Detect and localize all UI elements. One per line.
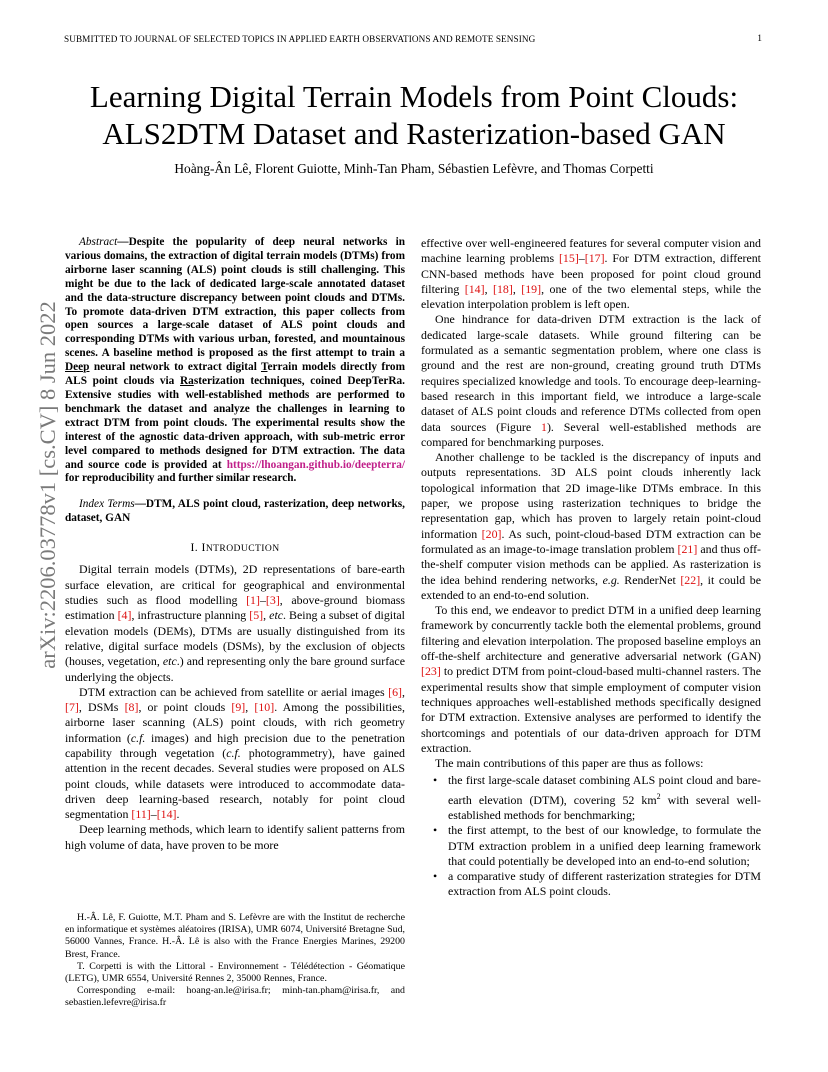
page-number: 1 <box>757 34 762 44</box>
contributions-list <box>421 773 761 899</box>
section-heading-introduction: I. INTRODUCTION <box>190 540 280 555</box>
intro-paragraph-4: One hindrance for data-driven DTM extraction is the lack of dedicated large-scale datasets. While ground filtering can be formulated as a semantic segmentation problem, where one class is ground and the rest are non-ground, creating ground truth DTMs requires specialized knowledge and tools. To encourage deep-learning-based research in this important field, we introduce a large-scale dataset of ALS point clouds and reference DTMs collected from open data sources (Figure 1). Several well-established methods are compared for benchmarking purposes. <box>421 312 761 449</box>
arxiv-identifier: arXiv:2206.03778v1 [cs.CV] 8 Jun 2022 <box>35 301 60 669</box>
intro-paragraph-6: To this end, we endeavor to predict DTM in a unified deep learning framework by concurrently tackle both the elemental problems, ground filtering and elevation interpolation. The proposed baseline employs an off-the-shelf architecture and generative adversarial network (GAN) [23] to predict DTM from point-cloud-based multi-channel rasters. The experimental results show that simple employment of computer vision techniques approaches well-established methods specifically designed for DTM extraction. Extensive analyses are performed to identify the shortcomings and potentials of our data-driven approach for DTM extraction. <box>421 603 761 755</box>
author-list: Hoàng-Ân Lê, Florent Guiotte, Minh-Tan Pham, Sébastien Lefèvre, and Thomas Corpetti <box>174 161 654 176</box>
intro-paragraph-3-cont: effective over well-engineered features for several computer vision and machine learning problems [15]–[17]. For DTM extraction, different CNN-based methods have been proposed for point cloud ground filtering [14], [18], [19], one of the two elemental steps, while the elevation interpolation problem is left open. <box>421 236 762 312</box>
intro-paragraph-5: Another challenge to be tackled is the discrepancy of inputs and outputs representations. 3D ALS point clouds inherently lack topological information that 2D image-like DTMs embrace. In this paper, we propose using rasterization techniques to bridge the representation gap, which has proven to largely retain point-cloud information [20]. As such, point-cloud-based DTM extraction can be formulated as an image-to-image translation problem [21] and thus off-the-shelf computer vision methods can be applied. As rasterization is the idea behind rendering networks, e.g. RenderNet [22], it could be extended to an end-to-end solution. <box>421 450 762 602</box>
left-column <box>65 236 405 853</box>
right-column <box>421 236 761 900</box>
list-item: • the first attempt, to the best of our knowledge, to formulate the DTM extraction problem in a unified deep learning framework that could potentially be developed into an end-to-end solution; <box>448 823 761 869</box>
footnotes <box>65 912 405 1010</box>
footnote-email: Corresponding e-mail: hoang-an.le@irisa.fr; minh-tan.pham@irisa.fr, and sebastien.lefevre@irisa.fr <box>65 985 405 1009</box>
contributions-intro: The main contributions of this paper are thus as follows: <box>435 756 704 771</box>
list-item: • a comparative study of different rasterization strategies for DTM extraction from ALS point clouds. <box>448 869 761 900</box>
list-item: • the first large-scale dataset combining ALS point cloud and bare-earth elevation (DTM), covering 52 $km^2$ with several well-established methods for benchmarking; <box>448 773 761 823</box>
index-terms: Index Terms—DTM, ALS point cloud, rasterization, deep networks, dataset, GAN <box>65 498 405 525</box>
abstract: Abstract—Despite the popularity of deep neural networks in various domains, the extraction of digital terrain models (DTMs) from airborne laser scanning (ALS) point clouds is still challenging. This might be due to the lack of dedicated large-scale annotated dataset and the data-structure discrepancy between point clouds and DTMs. To promote data-driven DTM extraction, this paper collects from open sources a large-scale dataset of ALS point clouds and corresponding DTMs with various urban, forested, and mountainous scenes. A baseline method is proposed as the first attempt to train a Deep neural network to extract digital Terrain models directly from ALS point clouds via Rasterization techniques, coined DeepTerRa. Extensive studies with well-established methods are performed to benchmark the dataset and analyze the challenges in learning to extract DTM from point clouds. The experimental results show the interest of the agnostic data-driven approach, with sub-metric error level compared to methods designed for DTM extraction. The data and source code is provided at https://lhoangan.github.io/deepterra/ for reproducibility and further similar research. <box>65 236 405 485</box>
running-header: SUBMITTED TO JOURNAL OF SELECTED TOPICS IN APPLIED EARTH OBSERVATIONS AND REMOTE SENSING <box>64 34 536 44</box>
intro-paragraph-2: DTM extraction can be achieved from satellite or aerial images [6], [7], DSMs [8], or point clouds [9], [10]. Among the possibilities, airborne laser scanning (ALS) point clouds, with rich geometry information (c.f. images) and high precision due to the penetration capability through vegetation (c.f. photogrammetry), have gained attention in the recent decades. Several studies were proposed on ALS point clouds, while datasets were introduced to accommodate data-driven deep learning-based research, notably for point cloud segmentation [11]–[14]. <box>65 684 405 822</box>
footnote-affiliation-2: T. Corpetti is with the Littoral - Environnement - Télédétection - Géomatique (LETG), UMR 6554, Université Rennes 2, 35000 Rennes, France. <box>65 960 405 985</box>
code-link[interactable]: https://lhoangan.github.io/deepterra/ <box>226 458 405 471</box>
footnote-affiliation-1: H.-Â. Lê, F. Guiotte, M.T. Pham and S. Lefèvre are with the Institut de recherche en informatique et systèmes aléatoires (IRISA), UMR 6074, Université Bretagne Sud, 56000 Vannes, France. H.-Â. Lê is also with the France Energies Marines, 29200 Brest, France. <box>65 912 405 960</box>
title-line-2: ALS2DTM Dataset and Rasterization-based GAN <box>102 116 726 151</box>
abstract-label: Abstract <box>79 236 118 248</box>
intro-paragraph-3: Deep learning methods, which learn to identify salient patterns from high volume of data, have proven to be more <box>65 822 405 852</box>
paper-title <box>0 78 828 152</box>
title-line-1: Learning Digital Terrain Models from Point Clouds: <box>89 79 739 114</box>
intro-paragraph-1: Digital terrain models (DTMs), 2D representations of bare-earth surface elevation, are critical for geographical and environmental studies such as flood modelling [1]–[3], above-ground biomass estimation [4], infrastructure planning [5], etc. Being a subset of digital elevation models (DEMs), DTMs are usually distinguished from its relative, digital surface models (DSMs), by the exclusion of objects (houses, vegetation, etc.) and representing only the bare ground surface underlying the objects. <box>65 562 405 684</box>
